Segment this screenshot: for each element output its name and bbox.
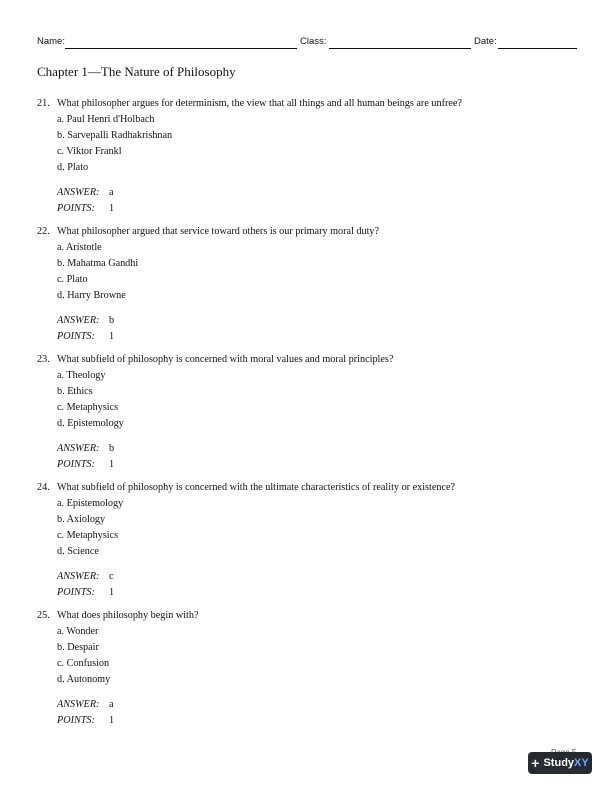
option-c: c. Viktor Frankl xyxy=(57,146,122,157)
option-d: d. Autonomy xyxy=(57,674,111,685)
answer-block xyxy=(57,697,582,729)
points-label: POINTS: xyxy=(57,331,95,342)
badge-label: StudyXY xyxy=(543,757,589,769)
points-value: 1 xyxy=(109,203,115,214)
question-stem xyxy=(37,480,582,496)
points-value: 1 xyxy=(109,459,115,470)
option-c: c. Confusion xyxy=(57,658,110,669)
option-c: c. Metaphysics xyxy=(57,402,119,413)
option-c: c. Metaphysics xyxy=(57,530,119,541)
question-item xyxy=(37,352,582,480)
chapter-title: Chapter 1—The Nature of Philosophy xyxy=(37,64,236,79)
option-d: d. Epistemology xyxy=(57,418,124,429)
points-label: POINTS: xyxy=(57,459,95,470)
question-text: What does philosophy begin with? xyxy=(57,610,199,621)
option-a: a. Theology xyxy=(57,370,106,381)
option-d: d. Science xyxy=(57,546,99,557)
points-value: 1 xyxy=(109,331,115,342)
option-b: b. Sarvepalli Radhakrishnan xyxy=(57,130,173,141)
answer-block xyxy=(57,185,582,217)
question-text: What philosopher argues for determinism, the view that all things and all human beings are unfree? xyxy=(57,98,462,109)
answer-value: c xyxy=(109,571,114,582)
answer-value: b xyxy=(109,315,115,326)
answer-block xyxy=(57,313,582,345)
question-text: What philosopher argued that service toward others is our primary moral duty? xyxy=(57,226,380,237)
question-number: 24. xyxy=(37,482,50,493)
option-list xyxy=(57,112,582,176)
date-label: Date: xyxy=(474,36,497,47)
class-field[interactable] xyxy=(329,48,471,49)
question-text: What subfield of philosophy is concerned with the ultimate characteristics of reality or existence? xyxy=(57,482,456,493)
option-b: b. Mahatma Gandhi xyxy=(57,258,139,269)
points-label: POINTS: xyxy=(57,715,95,726)
question-stem xyxy=(37,352,582,368)
question-number: 21. xyxy=(37,98,50,109)
answer-block xyxy=(57,441,582,473)
answer-label: ANSWER: xyxy=(57,571,100,582)
points-value: 1 xyxy=(109,587,115,598)
date-field[interactable] xyxy=(498,48,577,49)
answer-label: ANSWER: xyxy=(57,315,100,326)
name-label: Name: xyxy=(37,36,65,47)
name-class-date-header xyxy=(37,36,577,50)
option-b: b. Axiology xyxy=(57,514,106,525)
points-label: POINTS: xyxy=(57,203,95,214)
option-list xyxy=(57,240,582,304)
question-number: 25. xyxy=(37,610,50,621)
option-list xyxy=(57,624,582,688)
option-list xyxy=(57,496,582,560)
points-value: 1 xyxy=(109,715,115,726)
question-item xyxy=(37,224,582,352)
question-item xyxy=(37,608,582,736)
points-label: POINTS: xyxy=(57,587,95,598)
option-d: d. Harry Browne xyxy=(57,290,126,301)
question-item xyxy=(37,96,582,224)
question-stem xyxy=(37,608,582,624)
option-d: d. Plato xyxy=(57,162,89,173)
question-text: What subfield of philosophy is concerned with moral values and moral principles? xyxy=(57,354,394,365)
option-c: c. Plato xyxy=(57,274,88,285)
answer-label: ANSWER: xyxy=(57,443,100,454)
option-a: a. Aristotle xyxy=(57,242,102,253)
plus-icon: + xyxy=(531,755,540,771)
option-a: a. Wonder xyxy=(57,626,99,637)
option-a: a. Paul Henri d'Holbach xyxy=(57,114,155,125)
question-number: 23. xyxy=(37,354,50,365)
option-b: b. Ethics xyxy=(57,386,93,397)
answer-label: ANSWER: xyxy=(57,699,100,710)
question-stem xyxy=(37,224,582,240)
question-list xyxy=(37,96,582,736)
answer-value: a xyxy=(109,187,114,198)
option-list xyxy=(57,368,582,432)
studyxy-badge[interactable] xyxy=(528,752,592,774)
option-a: a. Epistemology xyxy=(57,498,124,509)
question-number: 22. xyxy=(37,226,50,237)
name-field[interactable] xyxy=(65,48,297,49)
answer-block xyxy=(57,569,582,601)
answer-value: a xyxy=(109,699,114,710)
class-label: Class: xyxy=(300,36,327,47)
question-item xyxy=(37,480,582,608)
answer-label: ANSWER: xyxy=(57,187,100,198)
answer-value: b xyxy=(109,443,115,454)
question-stem xyxy=(37,96,582,112)
option-b: b. Despair xyxy=(57,642,99,653)
